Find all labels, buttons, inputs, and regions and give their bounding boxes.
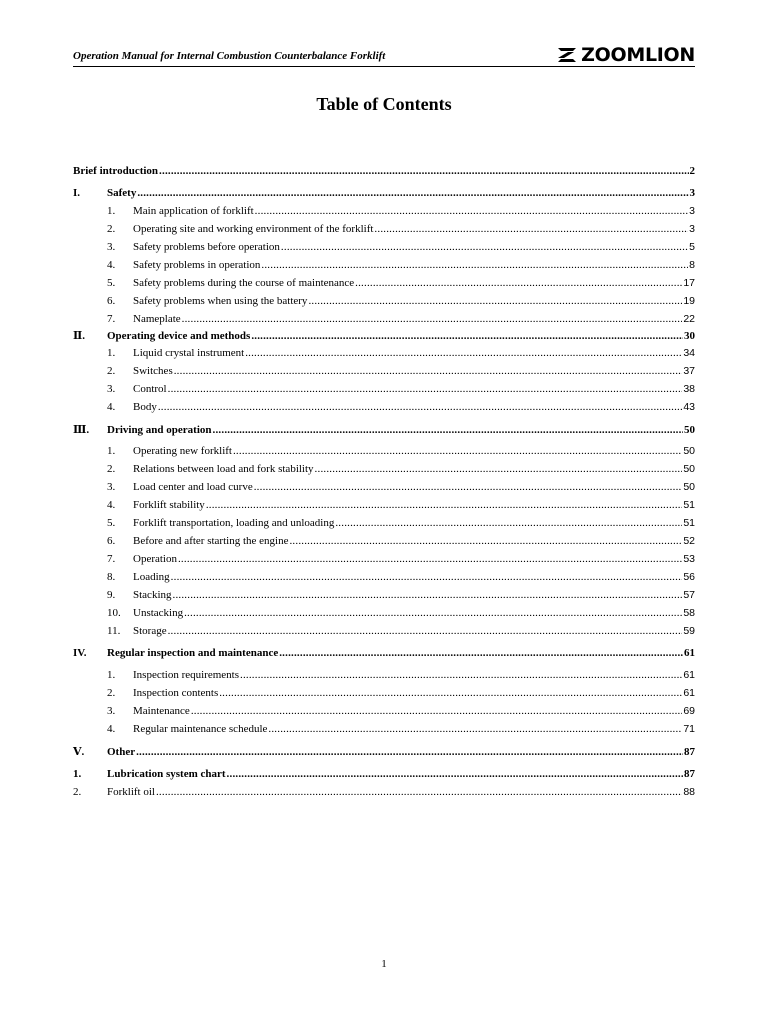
toc-entry-number: 7. bbox=[107, 313, 116, 325]
toc-entry-page: 53 bbox=[683, 553, 695, 565]
toc-entry-number: Ⅱ. bbox=[73, 330, 86, 342]
toc-entry-title: Inspection contents bbox=[133, 687, 219, 699]
toc-dot-leader bbox=[255, 205, 688, 217]
toc-dot-leader bbox=[171, 571, 683, 583]
toc-dot-leader bbox=[240, 669, 682, 681]
toc-entry-title: Switches bbox=[133, 365, 173, 377]
toc-entry-number: 1. bbox=[107, 205, 116, 217]
toc-entry-page: 61 bbox=[683, 669, 695, 681]
toc-dot-leader bbox=[315, 463, 683, 475]
toc-dot-leader bbox=[174, 365, 683, 377]
toc-entry-page: 71 bbox=[683, 723, 695, 735]
toc-entry[interactable] bbox=[73, 313, 695, 329]
toc-entry[interactable] bbox=[73, 383, 695, 399]
toc-dot-leader bbox=[335, 517, 682, 529]
toc-entry-title: Loading bbox=[133, 571, 170, 583]
toc-entry-title: Storage bbox=[133, 625, 167, 637]
toc-entry-number: 1. bbox=[107, 347, 116, 359]
toc-entry-number: 3. bbox=[107, 383, 116, 395]
toc-entry[interactable] bbox=[73, 499, 695, 515]
toc-entry-title: Brief introduction bbox=[73, 165, 159, 177]
toc-entry[interactable] bbox=[73, 669, 695, 685]
toc-entry[interactable] bbox=[73, 625, 695, 641]
toc-dot-leader bbox=[178, 553, 682, 565]
toc-dot-leader bbox=[206, 499, 683, 511]
toc-entry-number: 1. bbox=[73, 768, 82, 780]
toc-dot-leader bbox=[374, 223, 688, 235]
toc-entry-title: Body bbox=[133, 401, 157, 413]
toc-entry-page: 51 bbox=[683, 517, 695, 529]
toc-dot-leader bbox=[261, 259, 688, 271]
toc-entry[interactable] bbox=[73, 365, 695, 381]
footer-page-number: 1 bbox=[381, 958, 387, 970]
toc-entry-number: 4. bbox=[107, 723, 116, 735]
toc-entry[interactable] bbox=[73, 571, 695, 587]
toc-entry-number: 7. bbox=[107, 553, 116, 565]
toc-entry-page: 57 bbox=[683, 589, 695, 601]
toc-entry[interactable] bbox=[73, 723, 695, 739]
toc-entry-title: Inspection requirements bbox=[133, 669, 239, 681]
toc-entry-page: 43 bbox=[683, 401, 695, 413]
toc-entry-page: 50 bbox=[683, 463, 695, 475]
toc-dot-leader bbox=[355, 277, 682, 289]
toc-entry-title: Forklift stability bbox=[133, 499, 205, 511]
toc-entry[interactable] bbox=[73, 705, 695, 721]
toc-entry-title: Before and after starting the engine bbox=[133, 535, 289, 547]
toc-entry-number: I. bbox=[73, 187, 81, 199]
toc-entry[interactable] bbox=[73, 687, 695, 703]
toc-dot-leader bbox=[158, 401, 682, 413]
toc-dot-leader bbox=[227, 768, 683, 780]
toc-entry[interactable] bbox=[73, 347, 695, 363]
toc-entry-number: 2. bbox=[107, 365, 116, 377]
toc-entry-number: 2. bbox=[107, 223, 116, 235]
toc-entry-page: 2 bbox=[689, 165, 695, 177]
toc-entry[interactable] bbox=[73, 259, 695, 275]
toc-entry-number: 4. bbox=[107, 401, 116, 413]
toc-entry-title: Main application of forklift bbox=[133, 205, 254, 217]
toc-entry-title: Liquid crystal instrument bbox=[133, 347, 245, 359]
toc-dot-leader bbox=[233, 445, 682, 457]
toc-dot-leader bbox=[182, 313, 683, 325]
toc-entry-title: Operating site and working environment of the forklift bbox=[133, 223, 374, 235]
toc-dot-leader bbox=[156, 786, 682, 798]
zoomlion-logo bbox=[556, 45, 695, 65]
toc-entry-number: 1. bbox=[107, 669, 116, 681]
toc-dot-leader bbox=[184, 607, 682, 619]
toc-entry-title: Load center and load curve bbox=[133, 481, 253, 493]
page-header bbox=[73, 44, 695, 67]
toc-entry-page: 56 bbox=[683, 571, 695, 583]
toc-dot-leader bbox=[254, 481, 683, 493]
toc-dot-leader bbox=[213, 424, 683, 436]
toc-entry-title: Forklift oil bbox=[107, 786, 155, 798]
toc-dot-leader bbox=[168, 383, 683, 395]
toc-entry-page: 69 bbox=[683, 705, 695, 717]
toc-entry-number: Ⅲ. bbox=[73, 424, 90, 436]
toc-entry-number: 3. bbox=[107, 481, 116, 493]
toc-entry-number: 5. bbox=[107, 277, 116, 289]
toc-entry-page: 59 bbox=[683, 625, 695, 637]
toc-entry[interactable] bbox=[73, 589, 695, 605]
toc-entry-number: 9. bbox=[107, 589, 116, 601]
toc-entry[interactable] bbox=[73, 786, 695, 802]
toc-entry-number: 2. bbox=[107, 687, 116, 699]
toc-entry-title: Maintenance bbox=[133, 705, 190, 717]
toc-entry[interactable] bbox=[73, 445, 695, 461]
toc-dot-leader bbox=[168, 625, 683, 637]
toc-dot-leader bbox=[289, 535, 682, 547]
zoomlion-logo-icon bbox=[556, 47, 578, 63]
toc-entry[interactable] bbox=[73, 423, 695, 439]
toc-entry[interactable] bbox=[73, 463, 695, 479]
toc-entry-page: 8 bbox=[689, 259, 695, 271]
toc-dot-leader bbox=[251, 330, 683, 342]
toc-entry-page: 51 bbox=[683, 499, 695, 511]
toc-entry-page: 50 bbox=[684, 424, 695, 436]
toc-entry-title: Nameplate bbox=[133, 313, 181, 325]
toc-entry-page: 30 bbox=[684, 330, 695, 342]
toc-entry-number: 2. bbox=[73, 786, 82, 798]
toc-entry[interactable] bbox=[73, 481, 695, 497]
toc-entry-title: Operating new forklift bbox=[133, 445, 232, 457]
toc-entry-number: 5. bbox=[107, 517, 116, 529]
toc-entry[interactable] bbox=[73, 295, 695, 311]
toc-entry-page: 22 bbox=[683, 313, 695, 325]
toc-entry[interactable] bbox=[73, 205, 695, 221]
toc-entry-page: 5 bbox=[689, 241, 695, 253]
toc-entry-page: 38 bbox=[683, 383, 695, 395]
toc-entry-title: Regular maintenance schedule bbox=[133, 723, 268, 735]
toc-entry[interactable] bbox=[73, 553, 695, 569]
toc-entry-title: Driving and operation bbox=[107, 424, 212, 436]
toc-entry[interactable] bbox=[73, 223, 695, 239]
toc-entry-title: Lubrication system chart bbox=[107, 768, 226, 780]
toc-entry[interactable] bbox=[73, 187, 695, 203]
document-title: Table of Contents bbox=[316, 94, 452, 114]
toc-entry-page: 50 bbox=[683, 481, 695, 493]
toc-entry-title: Safety problems when using the battery bbox=[133, 295, 308, 307]
toc-entry-page: 52 bbox=[683, 535, 695, 547]
toc-entry-page: 87 bbox=[684, 746, 695, 758]
toc-entry-number: 6. bbox=[107, 295, 116, 307]
toc-entry[interactable] bbox=[73, 277, 695, 293]
toc-entry-title: Control bbox=[133, 383, 167, 395]
toc-entry[interactable] bbox=[73, 401, 695, 417]
toc-entry-title: Stacking bbox=[133, 589, 172, 601]
toc-entry[interactable] bbox=[73, 329, 695, 345]
toc-dot-leader bbox=[281, 241, 688, 253]
toc-dot-leader bbox=[137, 187, 688, 199]
logo-text: ZOOMLION bbox=[581, 44, 695, 66]
toc-entry-title: Operation bbox=[133, 553, 177, 565]
toc-entry-title: Safety bbox=[107, 187, 137, 199]
toc-entry-number: IV. bbox=[73, 647, 87, 659]
toc-dot-leader bbox=[191, 705, 683, 717]
toc-entry-page: 61 bbox=[684, 647, 695, 659]
toc-entry-page: 87 bbox=[684, 768, 695, 780]
toc-dot-leader bbox=[245, 347, 682, 359]
toc-entry-number: 8. bbox=[107, 571, 116, 583]
toc-entry[interactable] bbox=[73, 517, 695, 533]
toc-entry-number: 10. bbox=[107, 607, 121, 619]
toc-entry-number: Ⅴ. bbox=[73, 746, 85, 758]
toc-entry-title: Safety problems during the course of maintenance bbox=[133, 277, 355, 289]
toc-entry[interactable] bbox=[73, 607, 695, 623]
toc-entry-page: 88 bbox=[683, 786, 695, 798]
toc-dot-leader bbox=[173, 589, 683, 601]
toc-dot-leader bbox=[268, 723, 682, 735]
toc-entry-page: 58 bbox=[683, 607, 695, 619]
toc-entry-page: 50 bbox=[683, 445, 695, 457]
toc-entry-page: 3 bbox=[689, 205, 695, 217]
toc-entry-page: 19 bbox=[683, 295, 695, 307]
toc-entry-number: 4. bbox=[107, 259, 116, 271]
toc-entry-page: 61 bbox=[683, 687, 695, 699]
toc-dot-leader bbox=[159, 165, 688, 177]
toc-dot-leader bbox=[219, 687, 682, 699]
toc-entry-number: 4. bbox=[107, 499, 116, 511]
toc-entry[interactable] bbox=[73, 165, 695, 181]
toc-dot-leader bbox=[279, 647, 683, 659]
toc-entry-title: Regular inspection and maintenance bbox=[107, 647, 279, 659]
toc-entry-title: Safety problems in operation bbox=[133, 259, 261, 271]
toc-entry-title: Forklift transportation, loading and unloading bbox=[133, 517, 335, 529]
toc-entry[interactable] bbox=[73, 745, 695, 761]
toc-entry[interactable] bbox=[73, 647, 695, 663]
toc-entry-page: 17 bbox=[683, 277, 695, 289]
toc-entry-page: 3 bbox=[689, 187, 695, 199]
toc-entry-page: 37 bbox=[683, 365, 695, 377]
toc-dot-leader bbox=[136, 746, 683, 758]
toc-entry-title: Other bbox=[107, 746, 136, 758]
toc-entry-title: Operating device and methods bbox=[107, 330, 251, 342]
toc-entry-page: 34 bbox=[683, 347, 695, 359]
toc-entry-page: 3 bbox=[689, 223, 695, 235]
toc-dot-leader bbox=[308, 295, 682, 307]
toc-entry-title: Relations between load and fork stability bbox=[133, 463, 314, 475]
toc-entry-title: Unstacking bbox=[133, 607, 184, 619]
toc-entry-number: 1. bbox=[107, 445, 116, 457]
toc-entry-number: 6. bbox=[107, 535, 116, 547]
toc-entry-title: Safety problems before operation bbox=[133, 241, 280, 253]
toc-entry-number: 2. bbox=[107, 463, 116, 475]
toc-entry-number: 11. bbox=[107, 625, 121, 637]
toc-entry[interactable] bbox=[73, 535, 695, 551]
toc-entry-number: 3. bbox=[107, 241, 116, 253]
header-title: Operation Manual for Internal Combustion Counterbalance Forklift bbox=[73, 50, 386, 62]
toc-entry-number: 3. bbox=[107, 705, 116, 717]
toc-entry[interactable] bbox=[73, 241, 695, 257]
toc-entry[interactable] bbox=[73, 768, 695, 784]
